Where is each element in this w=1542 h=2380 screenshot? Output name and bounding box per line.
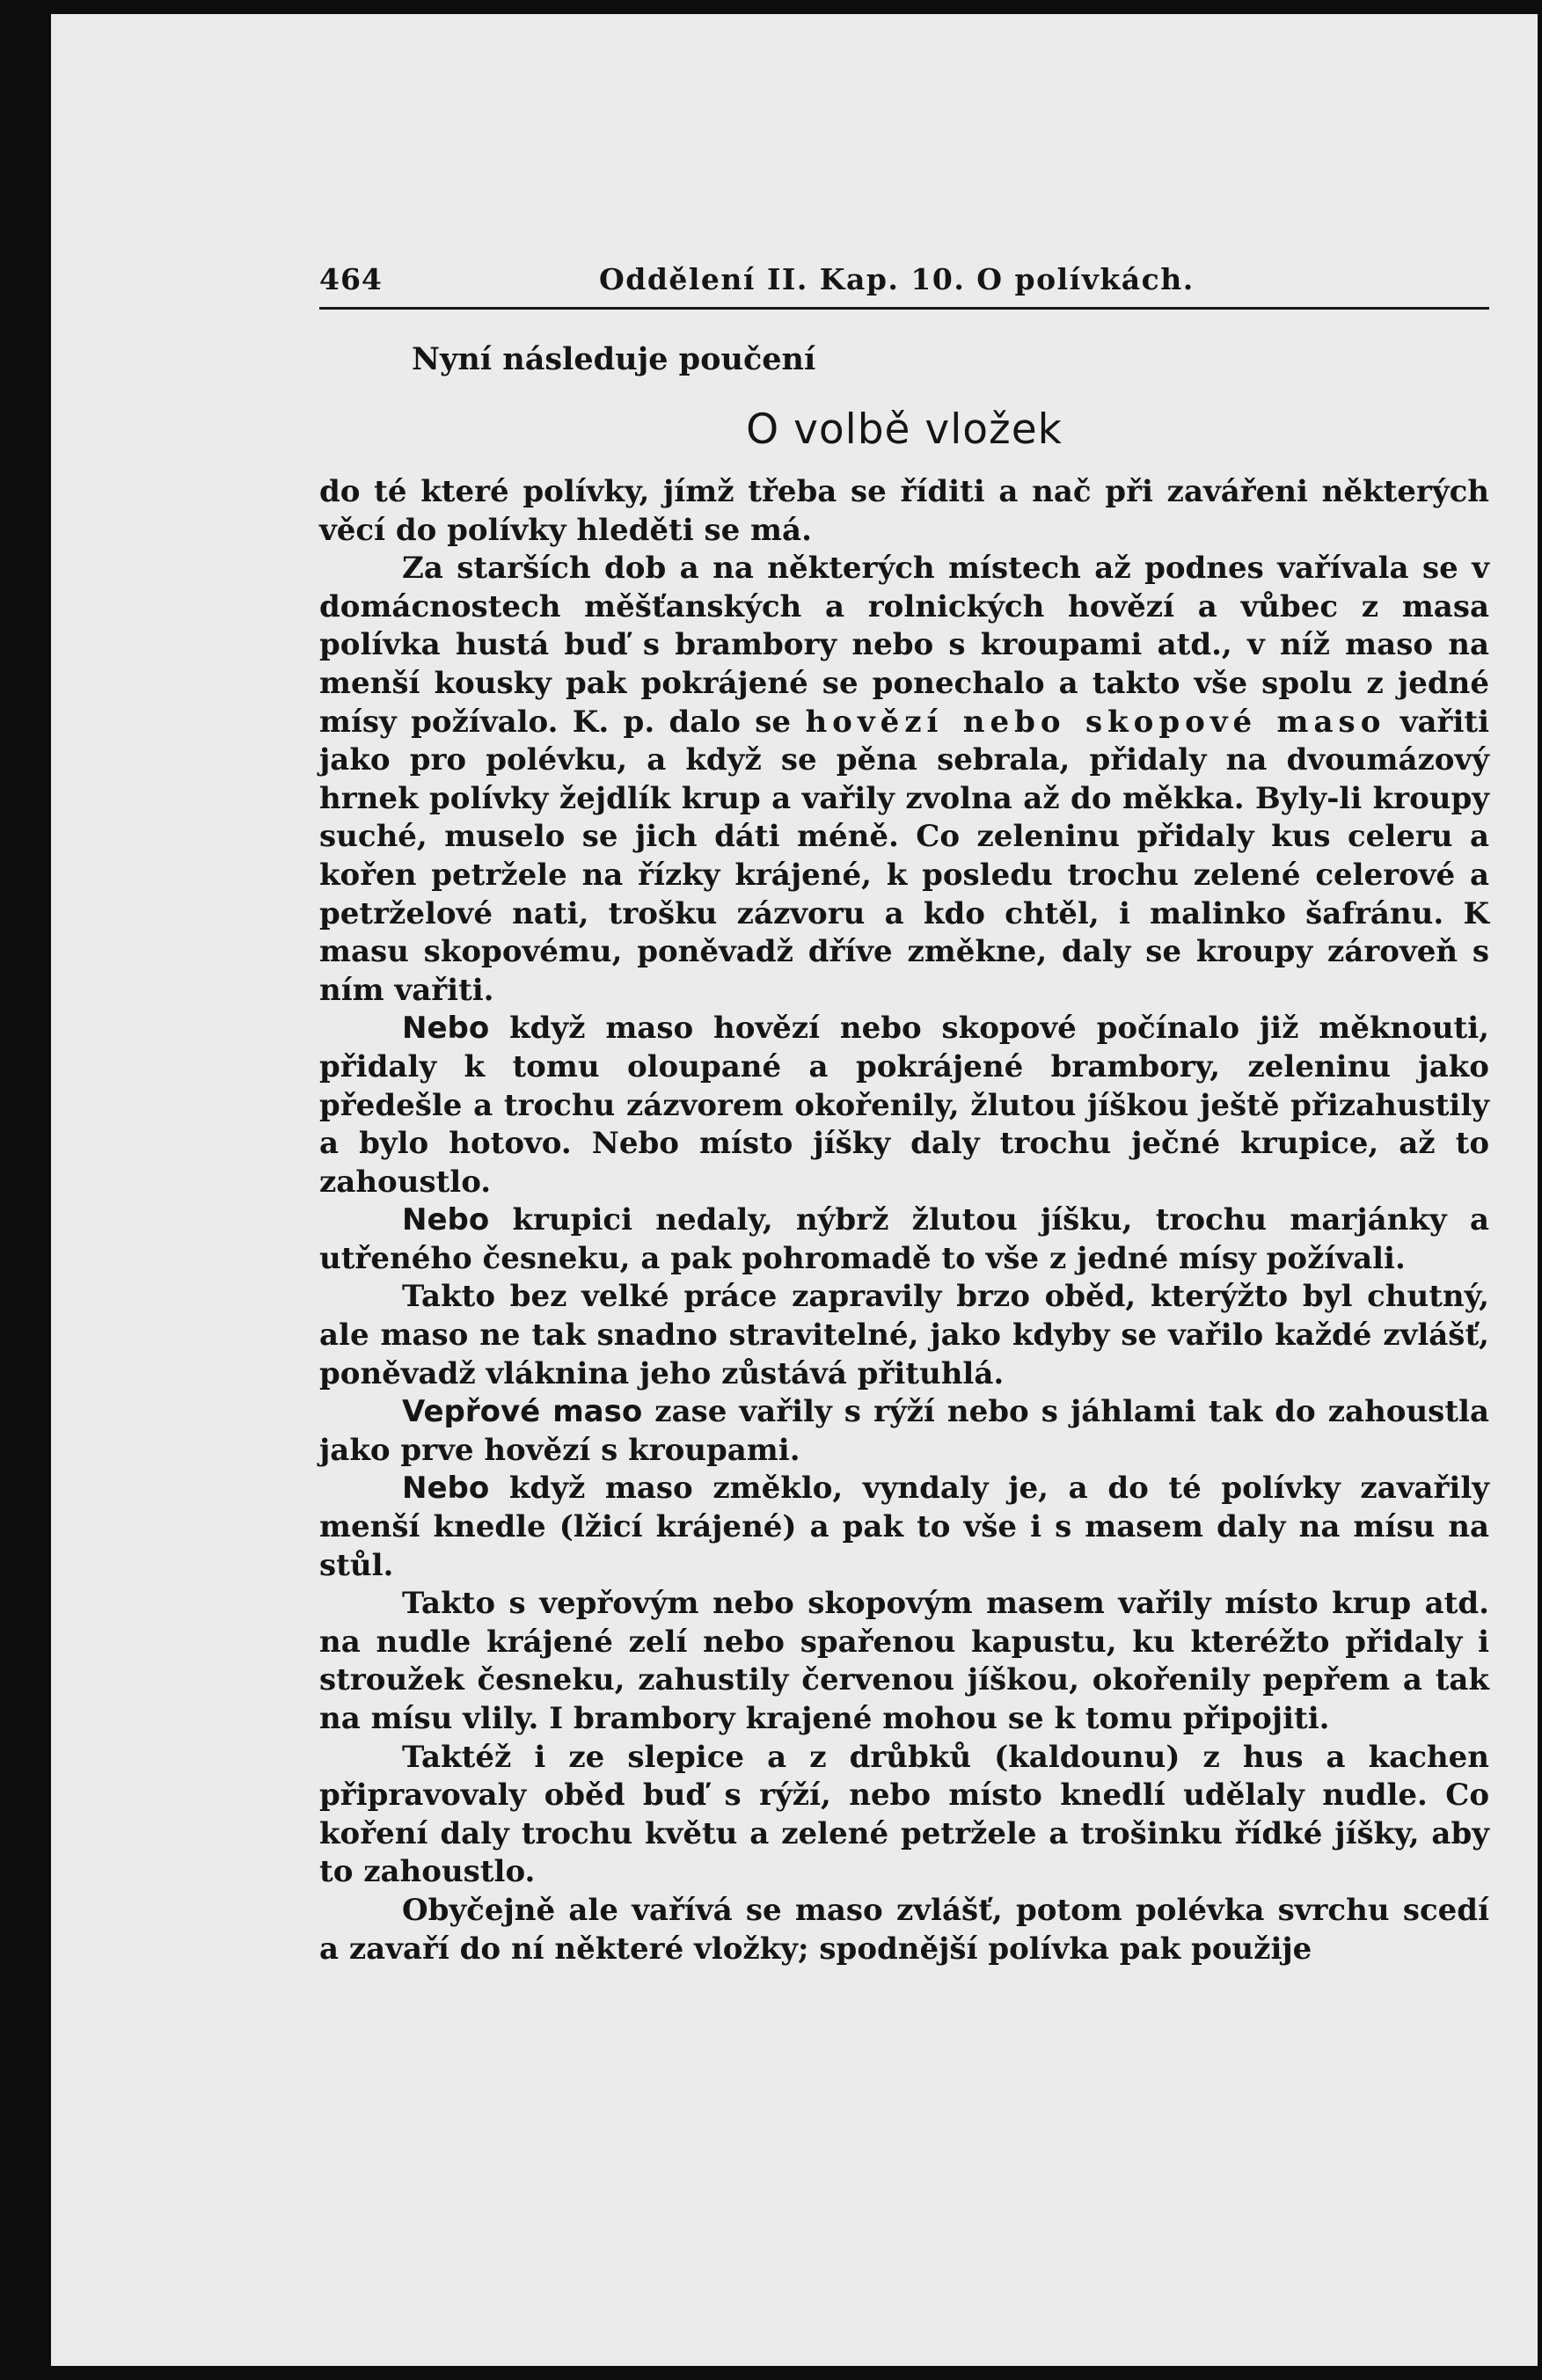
- paragraph-lead-word: Nebo: [402, 1011, 490, 1047]
- paragraph-lead-word: Nebo: [402, 1471, 490, 1507]
- paragraph-text: když maso změklo, vyndaly je, a do té polívky zavařily menší knedle (lžicí krájené) a pak to vše i s masem daly na mísu na stůl.: [319, 1471, 1489, 1583]
- intro-line: Nyní následuje poučení: [412, 341, 816, 377]
- paragraph: [319, 1201, 1489, 1278]
- paragraph-text: Za starších dob a na některých místech až podnes vařívala se v domácnostech měšťanských a rolnických hovězí a vůbec z masa polívka hustá buď s brambory nebo s kroupami atd., v níž maso na menší kousky pak pokrájené se ponechalo a takto vše spolu z jedné mísy požívalo. K. p. dalo se: [319, 551, 1489, 740]
- page-content: [319, 262, 1489, 1968]
- spaced-emphasis: hovězí nebo skopové maso: [805, 704, 1386, 740]
- paragraph-lead-word: Vepřové maso: [402, 1394, 643, 1430]
- paragraph-text: když maso hovězí nebo skopové počínalo již měknouti, přidaly k tomu oloupané a pokrájené brambory, zeleninu jako předešle a trochu zázvorem okořenily, žlutou jíškou ještě přizahustily a bylo hotovo. Nebo místo jíšky daly trochu ječné krupice, až to zahoustlo.: [319, 1011, 1489, 1200]
- section-title: O volbě vložek: [746, 405, 1063, 454]
- paragraph: [319, 1393, 1489, 1470]
- paragraph: [319, 1470, 1489, 1585]
- paragraph: Taktéž i ze slepice a z drůbků (kaldounu) z hus a kachen připravovaly oběd buď s rýží, nebo místo knedlí udělaly nudle. Co koření daly trochu květu a zelené petržele a trošinku řídké jíšky, aby to zahoustlo.: [319, 1739, 1489, 1890]
- paragraph-text: vařiti jako pro polévku, a když se pěna sebrala, přidaly na dvoumázový hrnek polívky žejdlík krup a vařily zvolna až do měkka. Byly-li kroupy suché, muselo se jich dáti méně. Co zeleninu přidaly kus celeru a kořen petržele na řízky krájené, k posledu trochu zelené celerové a petrželové nati, trošku zázvoru a kdo chtěl, i malinko šafránu. K masu skopovému, poněvadž dříve změkne, daly se kroupy zároveň s ním vařiti.: [319, 704, 1489, 1008]
- paragraph: Takto s vepřovým nebo skopovým masem vařily místo krup atd. na nudle krájené zelí nebo spařenou kapustu, ku kteréžto přidaly i stroužek česneku, zahustily červenou jíškou, okořenily pepřem a tak na mísu vlily. I brambory krajené mohou se k tomu připojiti.: [319, 1586, 1489, 1736]
- paragraph-text: krupici nedaly, nýbrž žlutou jíšku, trochu marjánky a utřeného česneku, a pak pohromadě to vše z jedné mísy požívali.: [319, 1202, 1489, 1276]
- paragraph: Takto bez velké práce zapravily brzo oběd, kterýžto byl chutný, ale maso ne tak snadno stravitelné, jako kdyby se vařilo každé zvlášť, poněvadž vláknina jeho zůstává přituhlá.: [319, 1279, 1489, 1391]
- paragraph: [319, 550, 1489, 1010]
- header-rule: [319, 307, 1489, 310]
- paragraph: Obyčejně ale vařívá se maso zvlášť, potom polévka svrchu scedí a zavaří do ní některé vložky; spodnější polívka pak použije: [319, 1892, 1489, 1967]
- page-number: 464: [319, 262, 383, 296]
- paragraph: [319, 1010, 1489, 1201]
- paragraph: do té které polívky, jímž třeba se říditi a nač při zavářeni některých věcí do polívky hleděti se má.: [319, 474, 1489, 548]
- paragraph-text: zase vařily s rýží nebo s jáhlami tak do zahoustla jako prve hovězí s kroupami.: [319, 1394, 1489, 1468]
- paragraph-lead-word: Nebo: [402, 1202, 490, 1238]
- running-header: [319, 262, 1489, 307]
- running-title: Oddělení II. Kap. 10. O polívkách.: [599, 262, 1195, 296]
- book-page: [51, 14, 1538, 2366]
